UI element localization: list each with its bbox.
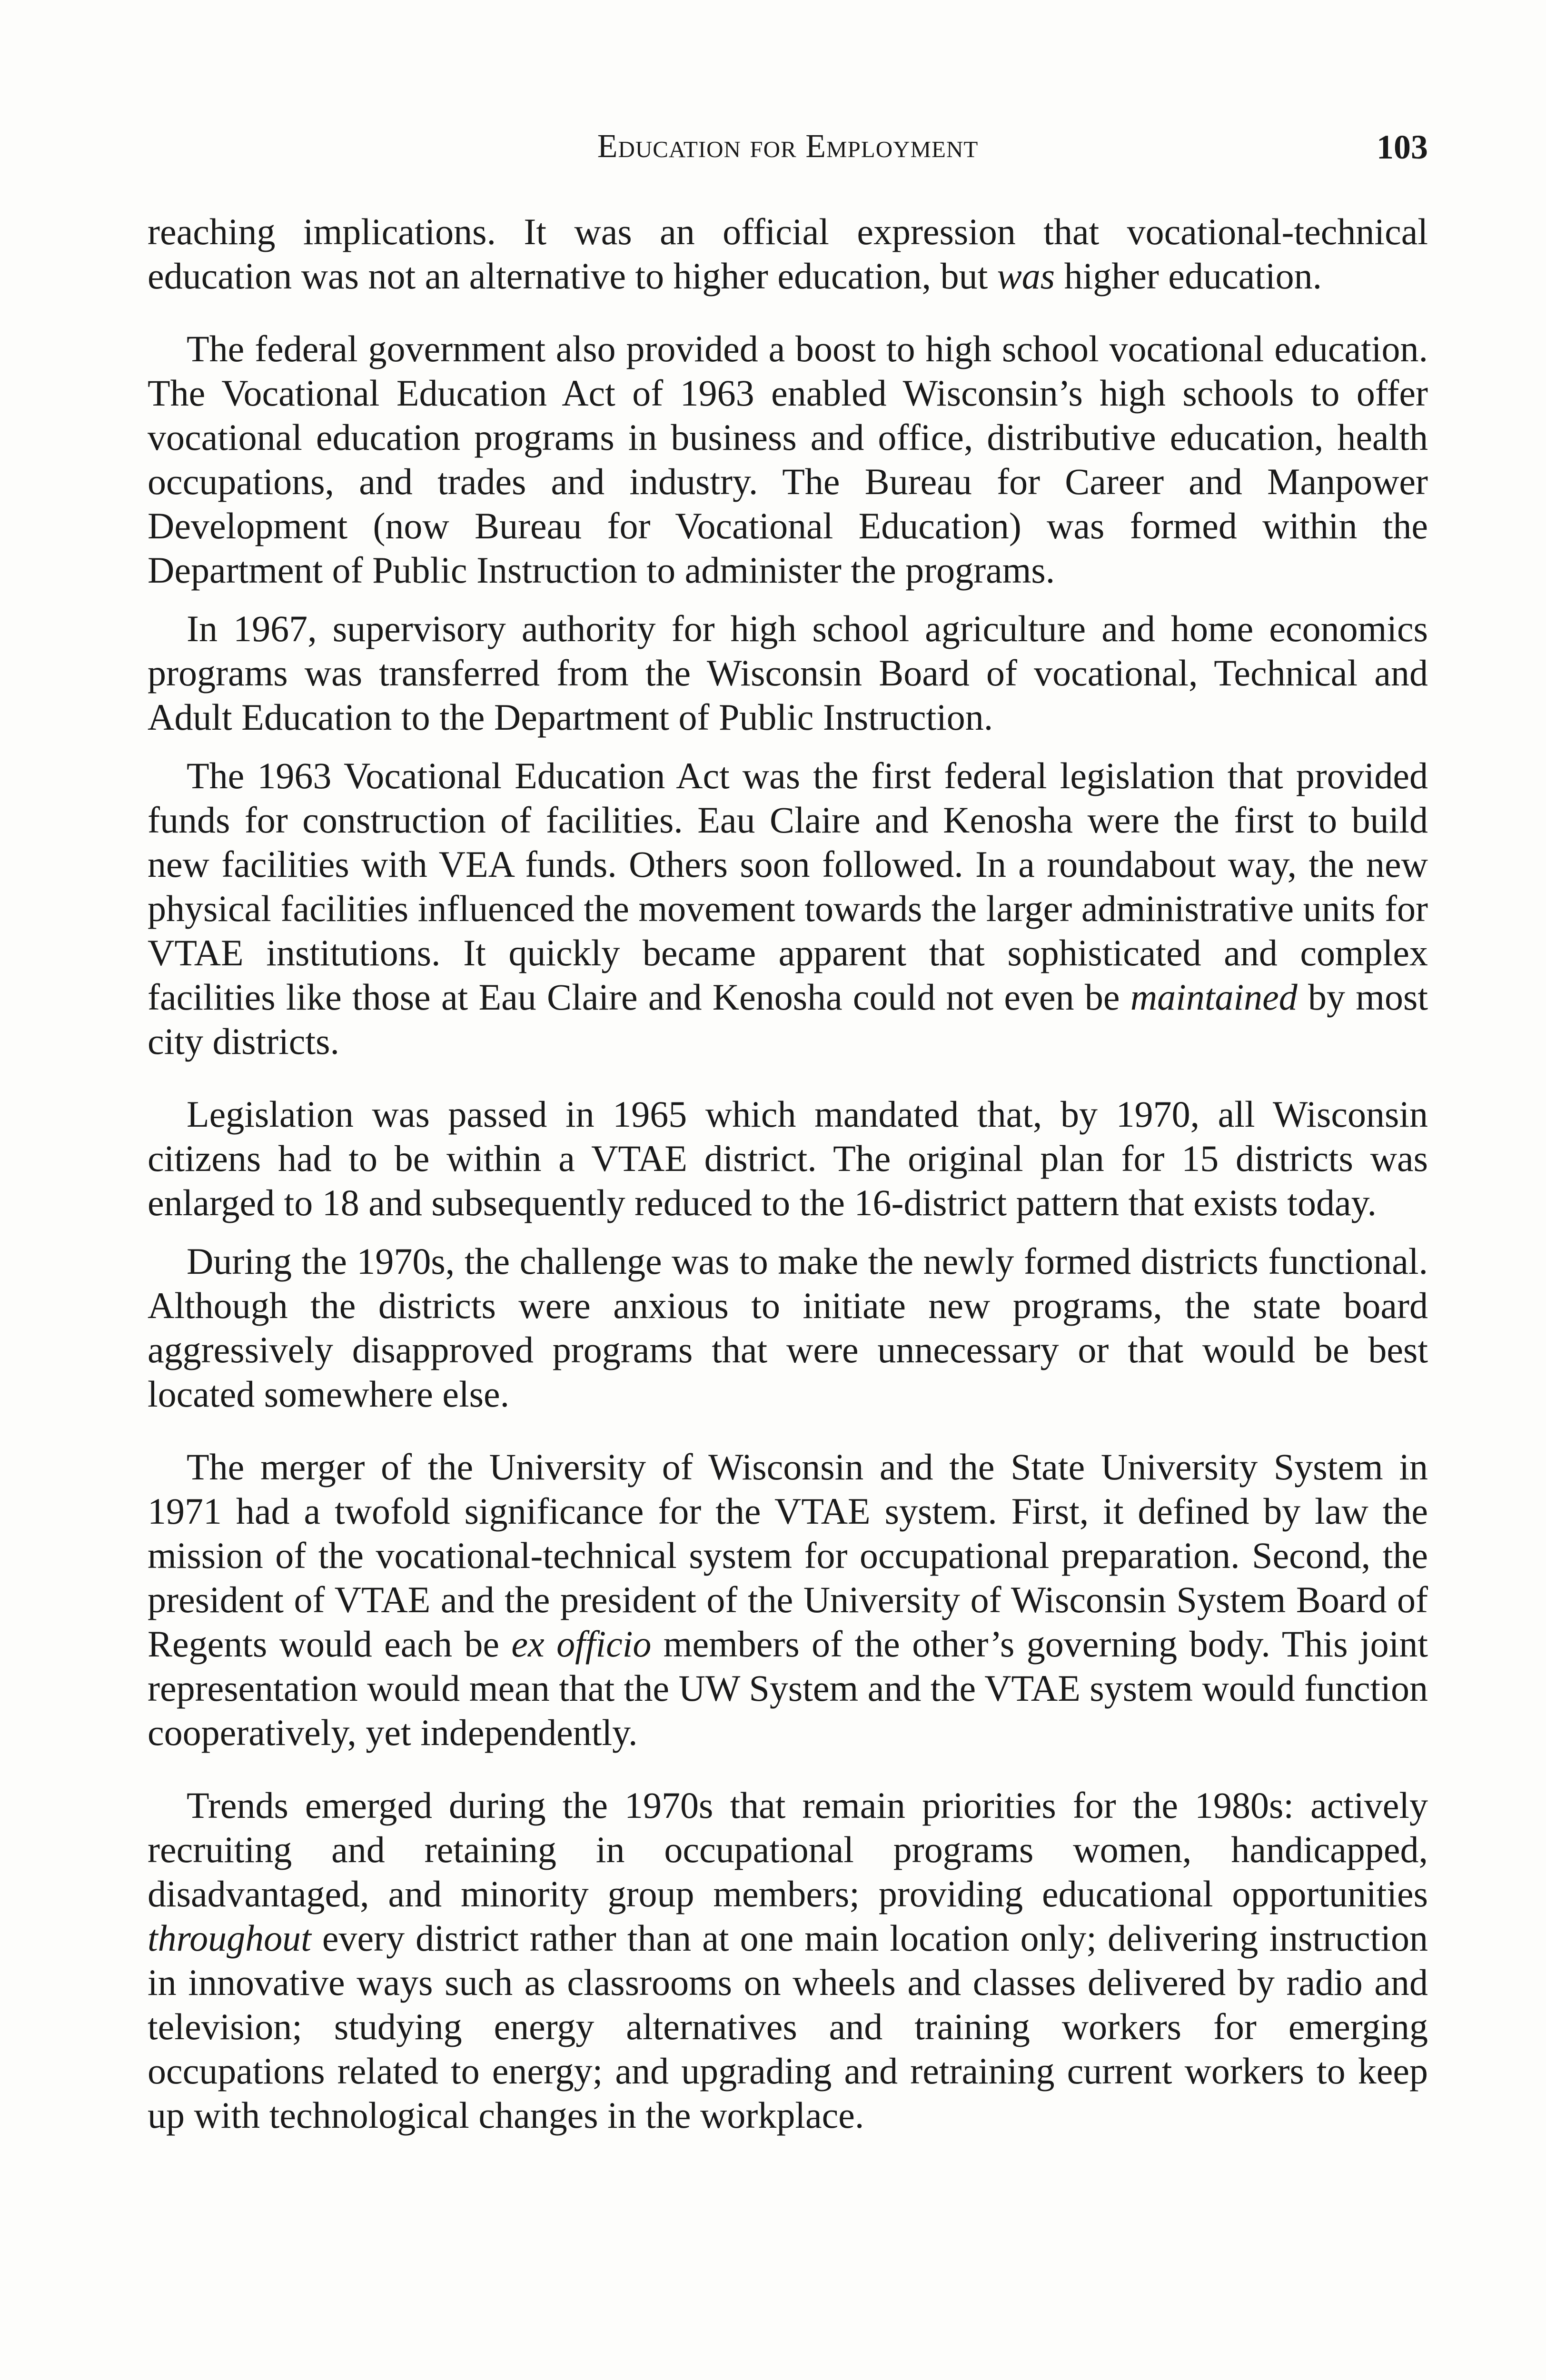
paragraph-8: Trends emerged during the 1970s that remain priorities for the 1980s: actively recruiting and retaining in occupational programs women, handicapped, disadvantaged, and minority group members; providing educational opportunities throughout every district rather than at one main location only; delivering instruction in innovative ways such as classrooms on wheels and classes delivered by radio and television; studying energy alternatives and training workers for emerging occupations related to energy; and upgrading and retraining current workers to keep up with technological changes in the workplace. bbox=[148, 1785, 1428, 2136]
body-text bbox=[148, 209, 1428, 2152]
paragraph-7: The merger of the University of Wisconsin and the State University System in 1971 had a twofold significance for the VTAE system. First, it defined by law the mission of the vocational-technical system for occupational preparation. Second, the president of VTAE and the president of the University of Wisconsin System Board of Regents would each be ex officio members of the other’s governing body. This joint representation would mean that the UW System and the VTAE system would function cooperatively, yet independently. bbox=[148, 1446, 1428, 1753]
running-title: Education for Employment bbox=[597, 128, 979, 165]
emphasis-maintained: maintained bbox=[1130, 976, 1298, 1018]
paragraph-6: During the 1970s, the challenge was to make the newly formed districts functional. Although the districts were anxious to initiate new programs, the state board aggressively disapproved programs that were unnecessary or that would be best located somewhere else. bbox=[148, 1240, 1428, 1415]
emphasis-was: was bbox=[997, 255, 1055, 297]
paragraph-4: The 1963 Vocational Education Act was the first federal legislation that provided funds for construction of facilities. Eau Claire and Kenosha were the first to build new facilities with VEA funds. Others soon followed. In a roundabout way, the new physical facilities influenced the movement towards the larger administrative units for VTAE institutions. It quickly became apparent that sophisticated and complex facilities like those at Eau Claire and Kenosha could not even be maintained by most city districts. bbox=[148, 755, 1428, 1062]
emphasis-ex-officio: ex officio bbox=[511, 1623, 652, 1665]
paragraph-5: Legislation was passed in 1965 which mandated that, by 1970, all Wisconsin citizens had to be within a VTAE district. The original plan for 15 districts was enlarged to 18 and subsequently reduced to the 16-district pattern that exists today. bbox=[148, 1093, 1428, 1223]
page-number: 103 bbox=[1377, 128, 1428, 166]
paragraph-1: reaching implications. It was an official expression that vocational-technical education was not an alternative to higher education, but was higher education. bbox=[148, 211, 1428, 297]
paragraph-2: The federal government also provided a boost to high school vocational education. The Vocational Education Act of 1963 enabled Wisconsin’s high schools to offer vocational education programs in business and office, distributive education, health occupations, and trades and industry. The Bureau for Career and Manpower Development (now Bureau for Vocational Education) was formed within the Department of Public Instruction to administer the programs. bbox=[148, 328, 1428, 591]
emphasis-throughout: throughout bbox=[148, 1917, 311, 1959]
running-header bbox=[148, 128, 1428, 180]
paragraph-3: In 1967, supervisory authority for high school agriculture and home economics programs was transferred from the Wisconsin Board of vocational, Technical and Adult Education to the Department of Public Instruction. bbox=[148, 608, 1428, 738]
